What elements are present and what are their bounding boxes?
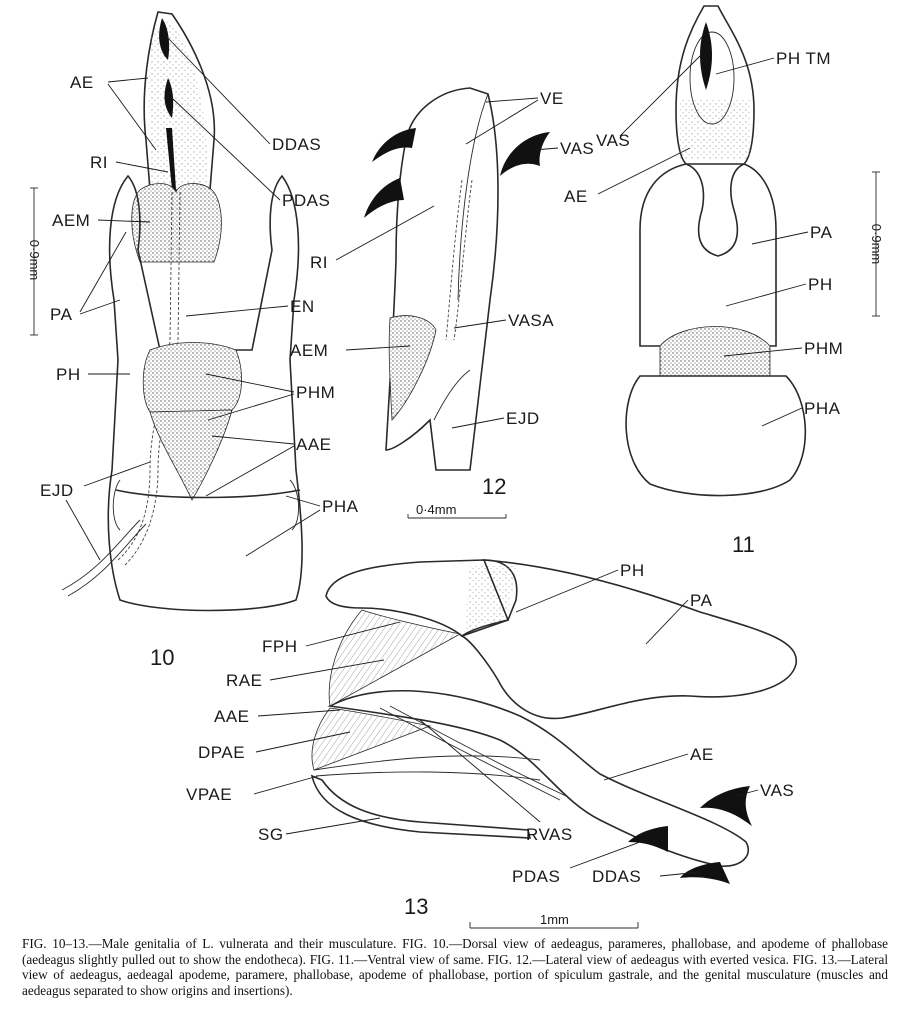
fig13-label-rae: RAE	[226, 671, 263, 690]
caption-text: FIG. 10–13.—Male genitalia of L. vulnerata and their musculature. FIG. 10.—Dorsal view of aedeagus, parameres, phallobase, and apodeme of phallobase (aedeagus slightly pulled out to show the endotheca). FIG. 11.—Ventral view of same. FIG. 12.—Lateral view of aedeagus with everted vesica. FIG. 13.—Lateral view of aedeagus, aedeagal apodeme, paramere, phallobase, apodeme of phallobase, portion of spiculum gastrale, and the genital musculature (muscles and aedeagus separated to show origins and insertions).	[22, 936, 888, 998]
fig10-label-ae: AE	[70, 73, 94, 92]
fig13-pdas-spine	[628, 826, 668, 852]
fig12-vas-spine	[500, 132, 550, 176]
fig11-label-pha: PHA	[804, 399, 841, 418]
fig11-phm	[660, 326, 770, 376]
fig10-number: 10	[150, 645, 175, 670]
fig13-label-ddas: DDAS	[592, 867, 642, 886]
fig13-number: 13	[404, 894, 429, 919]
fig11-scale-bar	[869, 172, 884, 316]
fig12-scale-bar	[408, 502, 506, 518]
fig11-scale-label: 0·9mm	[869, 223, 884, 265]
fig10-label-aem: AEM	[52, 211, 91, 230]
fig11-paramere	[640, 164, 776, 346]
fig12-scale-label: 0·4mm	[416, 502, 457, 517]
fig11-pha	[626, 376, 805, 496]
fig13-label-fph: FPH	[262, 637, 298, 656]
fig12-label-vas: VAS	[560, 139, 595, 158]
fig10-scale-label: 0·9mm	[27, 239, 42, 281]
fig13-label-sg: SG	[258, 825, 284, 844]
fig13-label-ph: PH	[620, 561, 645, 580]
fig11-label-phtm: PH TM	[776, 49, 832, 68]
fig13-dpae-muscle	[312, 708, 430, 770]
fig13-label-pdas: PDAS	[512, 867, 561, 886]
fig10-label-ejd: EJD	[40, 481, 74, 500]
fig13-label-vas: VAS	[760, 781, 795, 800]
fig10-phm	[143, 343, 241, 413]
fig12-label-aem: AEM	[290, 341, 329, 360]
fig12-ddas-spine	[372, 128, 416, 162]
fig13-scale-label: 1mm	[540, 912, 569, 927]
fig10-scale-bar	[27, 188, 42, 335]
fig12-aem	[389, 316, 436, 420]
fig11-number: 11	[732, 532, 755, 557]
fig11-label-phm: PHM	[804, 339, 844, 358]
fig10-label-en: EN	[290, 297, 315, 316]
fig10-label-aae: AAE	[296, 435, 332, 454]
fig11-label-ae: AE	[564, 187, 588, 206]
fig13-label-pa: PA	[690, 591, 713, 610]
fig10-aem	[132, 183, 222, 262]
fig12-label-ve: VE	[540, 89, 564, 108]
fig10-label-pa: PA	[50, 305, 73, 324]
fig11-label-vas: VAS	[596, 131, 631, 150]
fig13-label-aae: AAE	[214, 707, 250, 726]
fig10-label-pdas: PDAS	[282, 191, 331, 210]
fig12-label-ejd: EJD	[506, 409, 540, 428]
fig12-label-ri: RI	[310, 253, 328, 272]
fig11-label-ph: PH	[808, 275, 833, 294]
fig12-label-vasa: VASA	[508, 311, 555, 330]
figure-caption	[22, 936, 888, 998]
figure-12-lateral-view	[290, 88, 594, 518]
fig13-label-vpae: VPAE	[186, 785, 233, 804]
figure-13-lateral-musculature	[186, 560, 796, 928]
fig10-label-ddas: DDAS	[272, 135, 322, 154]
fig13-label-ae: AE	[690, 745, 714, 764]
fig12-number: 12	[482, 474, 507, 499]
fig10-label-phm: PHM	[296, 383, 336, 402]
fig11-label-pa: PA	[810, 223, 833, 242]
fig13-label-rvas: RVAS	[526, 825, 573, 844]
fig10-label-pha: PHA	[322, 497, 359, 516]
fig13-label-dpae: DPAE	[198, 743, 246, 762]
fig10-label-ph: PH	[56, 365, 81, 384]
fig10-label-ri: RI	[90, 153, 108, 172]
fig13-scale-bar	[470, 912, 638, 928]
figure-11-ventral-view	[564, 6, 884, 557]
